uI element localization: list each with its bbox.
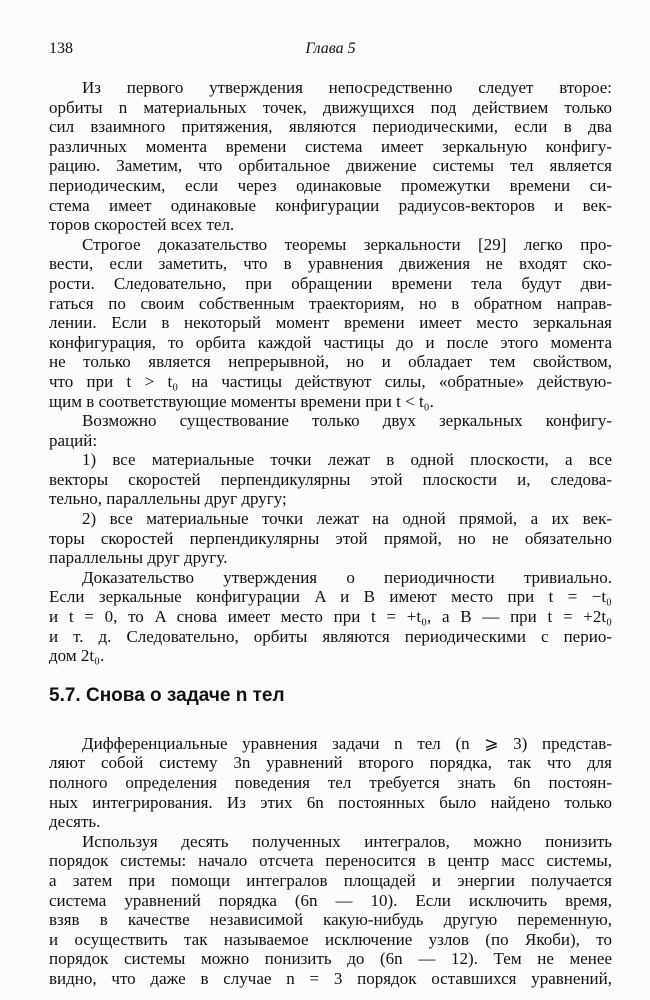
text-line: дом 2t₀.: [49, 646, 105, 666]
text-line: лении. Если в некоторый момент времени имеет место зеркальная: [49, 313, 612, 333]
paragraph-6: [49, 832, 612, 989]
text-line: порядок системы можно понизить до (6n — 12). Тем не менее: [49, 949, 612, 969]
text-line: ляют собой систему 3n уравнений второго порядка, так что для: [49, 753, 612, 773]
text-line: 1) все материальные точки лежат в одной плоскости, а все: [82, 450, 612, 470]
text-line: периодическим, если через одинаковые промежутки времени си-: [49, 175, 612, 195]
paragraph-5: [49, 734, 612, 832]
text-line: Используя десять полученных интегралов, можно понизить: [82, 831, 612, 851]
text-line: щим в соответствующие моменты времени при t < t₀.: [49, 391, 434, 411]
text-line: полного определения поведения тел требуется знать 6n постоян-: [49, 773, 612, 792]
text-line: порядок системы: начало отсчета переносится в центр масс системы,: [49, 851, 612, 871]
section-heading: 5.7. Снова о задаче n тел: [49, 684, 285, 706]
text-line: Доказательство утверждения о периодичности тривиально.: [82, 567, 612, 587]
paragraph-4: [49, 568, 612, 666]
text-line: взяв в качестве независимой какую-нибудь другую переменную,: [49, 910, 612, 930]
page-number: 138: [49, 40, 73, 57]
text-line: Дифференциальные уравнения задачи n тел (n ⩾ 3) представ-: [82, 733, 612, 753]
text-line: и t = 0, то A снова имеет место при t = +t₀, а B — при t = +2t₀: [49, 607, 612, 627]
text-line: сил взаимного притяжения, являются периодическими, если в два: [49, 117, 612, 137]
list-item-2: [49, 509, 612, 568]
text-line: раций:: [49, 430, 98, 450]
text-line: десять.: [49, 812, 101, 832]
text-line: а затем при помощи интегралов площадей и энергии получается: [49, 870, 612, 890]
page-body: [49, 78, 612, 989]
text-line: и осуществить так называемое исключение узлов (по Якоби), то: [49, 929, 612, 949]
text-line: торы скоростей перпендикулярны этой прямой, но не обязательно: [49, 528, 612, 548]
text-line: конфигурация, то орбита каждой частицы до и после этого момента: [49, 332, 612, 352]
text-line: стема имеет одинаковые конфигурации радиусов-векторов и век-: [49, 195, 612, 215]
text-line: видно, что даже в случае n = 3 порядок оставшихся уравнений,: [49, 968, 612, 988]
text-line: Строгое доказательство теоремы зеркальности [29] легко про-: [82, 234, 612, 254]
paragraph-1: [49, 78, 612, 235]
text-line: и т. д. Следовательно, орбиты являются периодическими с перио-: [49, 626, 612, 646]
text-line: рацию. Заметим, что орбитальное движение системы тел является: [49, 156, 612, 176]
text-line: Если зеркальные конфигурации A и B имеют место при t = −t₀: [49, 587, 612, 607]
text-line: тельно, параллельны друг другу;: [49, 489, 287, 509]
text-line: гаться по своим собственным траекториям, но в обратном направ-: [49, 293, 612, 313]
text-line: ных интегрирования. Из этих 6n постоянных было найдено только: [49, 792, 612, 812]
text-line: вести, если заметить, что в уравнения движения не входят ско-: [49, 254, 612, 274]
text-line: что при t > t₀ на частицы действуют силы, «обратные» действую-: [49, 371, 612, 391]
list-item-1: [49, 450, 612, 509]
text-line: параллельны друг другу.: [49, 548, 228, 568]
text-line: система уравнений порядка (6n — 10). Если исключить время,: [49, 890, 612, 910]
text-line: различных момента времени система имеет зеркальную конфигу-: [49, 136, 612, 156]
text-line: не только является непрерывной, но и обладает тем свойством,: [49, 352, 612, 372]
text-line: 2) все материальные точки лежат на одной прямой, а их век-: [82, 509, 612, 529]
paragraph-3: [49, 411, 612, 450]
text-line: векторы скоростей перпендикулярны этой плоскости и, следова-: [49, 469, 612, 489]
text-line: рости. Следовательно, при обращении времени тела будут дви-: [49, 273, 612, 293]
text-line: Возможно существование только двух зеркальных конфигу-: [82, 411, 612, 431]
page-header: [49, 40, 612, 62]
text-line: Из первого утверждения непосредственно следует второе:: [82, 78, 612, 97]
text-line: торов скоростей всех тел.: [49, 215, 235, 235]
paragraph-2: [49, 235, 612, 411]
running-head: Глава 5: [305, 40, 356, 57]
text-line: орбиты n материальных точек, движущихся под действием только: [49, 97, 612, 117]
